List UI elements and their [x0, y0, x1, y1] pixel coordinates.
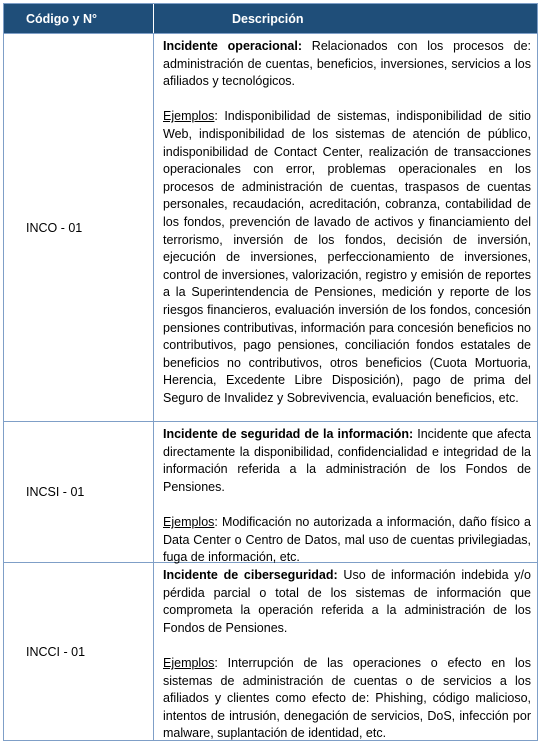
examples-label: Ejemplos — [163, 514, 215, 529]
row-code: INCO - 01 — [26, 220, 83, 235]
header-code — [4, 4, 154, 33]
incident-table — [3, 3, 538, 741]
header-description — [154, 4, 537, 33]
header-desc-label: Descripción — [232, 11, 304, 26]
examples-text: : Indisponibilidad de sistemas, indisponibilidad de sitio Web, indisponibilidad de los sistemas de atención de público, indisponibilidad de Contact Center, realización de transacciones operacionales con error, problemas operacionales en los procesos de administración de cuentas, traspasos de cuentas personales, recaudación, acreditación, cobranza, contabilidad de los fondos, prevención de lavado de activos y financiamiento del terrorismo, inversión de los fondos, decisión de inversión, ejecución de inversiones, perfeccionamiento de inversiones, control de inversiones, valorización, registro y emisión de reportes a la Superintendencia de Pensiones, medición y reporte de los riesgos financieros, evaluación inversión de los fondos, concesión pensiones contributivas, información para concesión beneficios no contributivos, pago pensiones, conciliación fondos estatales de beneficios no contributivos, otros beneficios (Cuota Mortuoria, Herencia, Excedente Libre Disposición), pago de prima del Seguro de Invalidez y Sobrevivencia, evaluación beneficios, etc. — [163, 109, 531, 405]
row-code: INCSI - 01 — [26, 485, 85, 499]
row-code-cell — [4, 34, 154, 421]
incident-definition: Uso de información indebida y/o pérdida parcial o total de los sistemas de información que comprometa la operación referida a la administración de los Fondos de Pensiones. — [163, 568, 531, 635]
examples-text: : Modificación no autorizada a información, daño físico a Data Center o Centro de Datos, mal uso de cuentas privilegiadas, fuga de información, etc. — [163, 514, 531, 565]
row-description-cell — [154, 422, 537, 565]
examples-paragraph — [163, 108, 531, 407]
definition-paragraph — [163, 38, 531, 91]
incident-definition: Incidente que afecta directamente la disponibilidad, confidencialidad e integridad de la información referida a la administración de los Fondos de Pensiones. — [163, 427, 531, 494]
definition-paragraph — [163, 567, 531, 637]
examples-label: Ejemplos — [163, 109, 215, 124]
row-code-cell — [4, 422, 154, 562]
table-header — [4, 4, 537, 33]
table-row — [4, 33, 537, 421]
incident-definition: Relacionados con los procesos de: administración de cuentas, beneficios, inversiones, servicios a los afiliados y tecnológicos. — [163, 39, 531, 89]
examples-paragraph — [163, 514, 531, 567]
incident-title: Incidente operacional: — [163, 39, 302, 53]
table-row — [4, 562, 537, 740]
header-code-label: Código y N° — [26, 11, 97, 26]
definition-paragraph — [163, 426, 531, 496]
row-description-cell — [154, 563, 537, 740]
row-code: INCCI - 01 — [26, 644, 86, 659]
examples-label: Ejemplos — [163, 655, 215, 670]
incident-title: Incidente de seguridad de la información: — [163, 427, 414, 441]
row-description-cell — [154, 34, 537, 421]
examples-paragraph — [163, 655, 531, 743]
table-row — [4, 421, 537, 565]
incident-title: Incidente de ciberseguridad: — [163, 568, 338, 582]
examples-text: : Interrupción de las operaciones o efecto en los sistemas de administración de cuentas o de servicios a los afiliados y clientes como efecto de: Phishing, código malicioso, intentos de intrusión, denegación de servicios, DoS, infección por malware, suplantación de identidad, etc. — [163, 655, 531, 741]
row-code-cell — [4, 563, 154, 740]
